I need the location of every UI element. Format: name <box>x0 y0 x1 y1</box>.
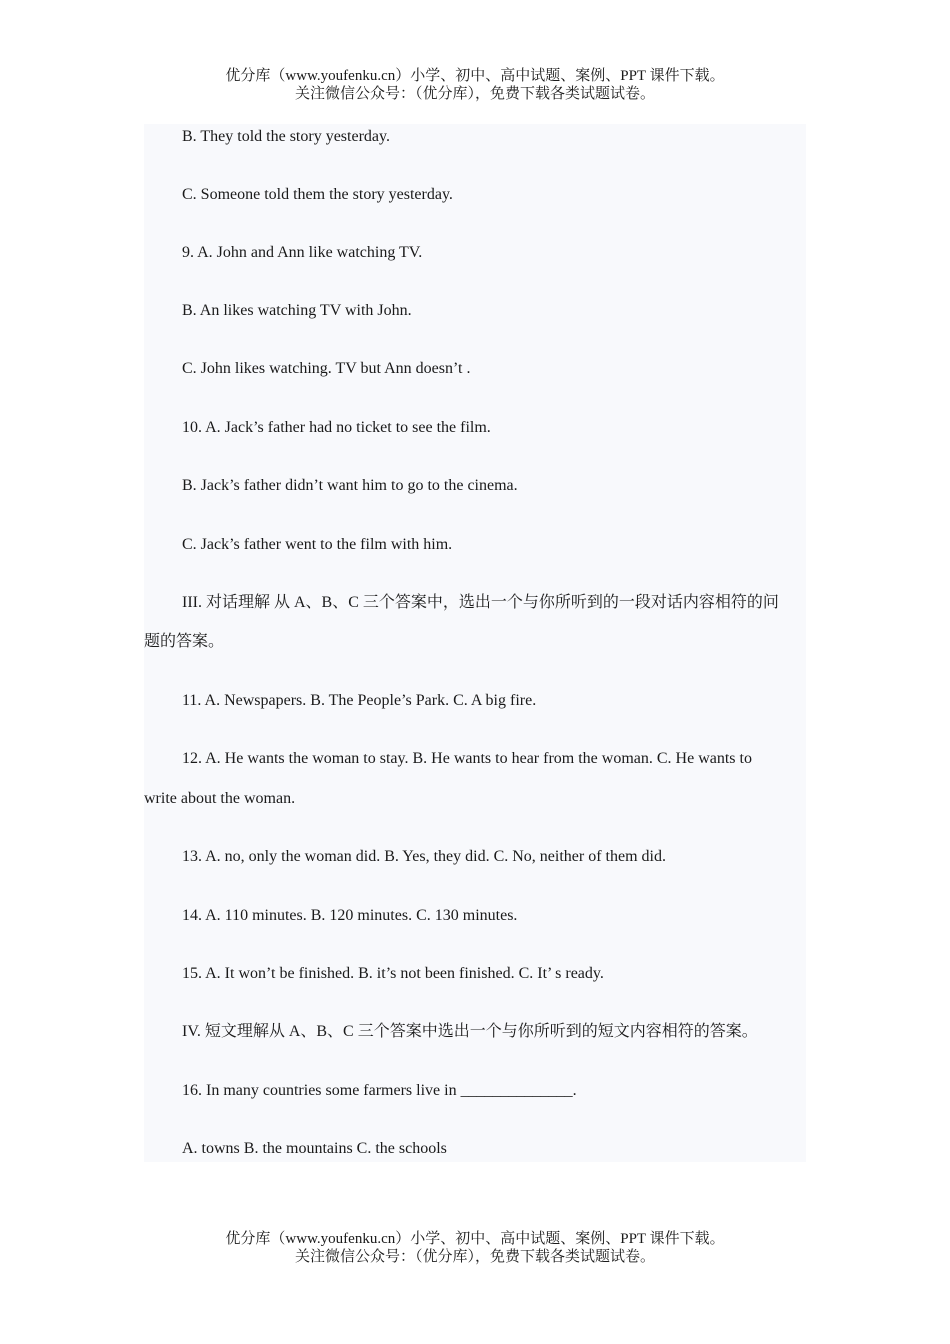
page-footer <box>0 1230 950 1266</box>
option-8c: C. Someone told them the story yesterday. <box>182 186 453 203</box>
question-15: 15. A. It won’t be finished. B. it’s not been finished. C. It’ s ready. <box>182 965 604 982</box>
page-header <box>0 67 950 103</box>
header-line-1: 优分库（www.youfenku.cn）小学、初中、高中试题、案例、PPT 课件下载。 <box>225 68 725 84</box>
option-8b: B. They told the story yesterday. <box>182 128 390 145</box>
option-9b: B. An likes watching TV with John. <box>182 302 412 319</box>
section-iv-heading: IV. 短文理解从 A、B、C 三个答案中选出一个与你所听到的短文内容相符的答案。 <box>182 1023 758 1040</box>
option-9c: C. John likes watching. TV but Ann doesn’t . <box>182 360 471 377</box>
document-body <box>144 124 806 1162</box>
header-line-2: 关注微信公众号：（优分库），免费下载各类试题试卷。 <box>294 86 655 102</box>
question-10-option-a: 10. A. Jack’s father had no ticket to see the film. <box>182 419 491 436</box>
question-12-cont: write about the woman. <box>144 790 296 807</box>
question-9-option-a: 9. A. John and Ann like watching TV. <box>182 244 423 261</box>
question-12: 12. A. He wants the woman to stay. B. He wants to hear from the woman. C. He wants to <box>182 750 752 767</box>
question-16: 16. In many countries some farmers live in ______________. <box>182 1082 577 1099</box>
option-10b: B. Jack’s father didn’t want him to go to the cinema. <box>182 477 518 494</box>
footer-line-1: 优分库（www.youfenku.cn）小学、初中、高中试题、案例、PPT 课件下载。 <box>225 1231 725 1247</box>
section-iii-heading-cont: 题的答案。 <box>144 633 225 650</box>
footer-line-2: 关注微信公众号：（优分库），免费下载各类试题试卷。 <box>294 1249 655 1265</box>
section-iii-heading: III. 对话理解 从 A、B、C 三个答案中，选出一个与你所听到的一段对话内容相符的问 <box>182 594 779 611</box>
question-16-options: A. towns B. the mountains C. the schools <box>182 1140 447 1157</box>
question-11: 11. A. Newspapers. B. The People’s Park. C. A big fire. <box>182 692 537 709</box>
option-10c: C. Jack’s father went to the film with him. <box>182 536 453 553</box>
question-14: 14. A. 110 minutes. B. 120 minutes. C. 130 minutes. <box>182 907 518 924</box>
question-13: 13. A. no, only the woman did. B. Yes, they did. C. No, neither of them did. <box>182 848 666 865</box>
